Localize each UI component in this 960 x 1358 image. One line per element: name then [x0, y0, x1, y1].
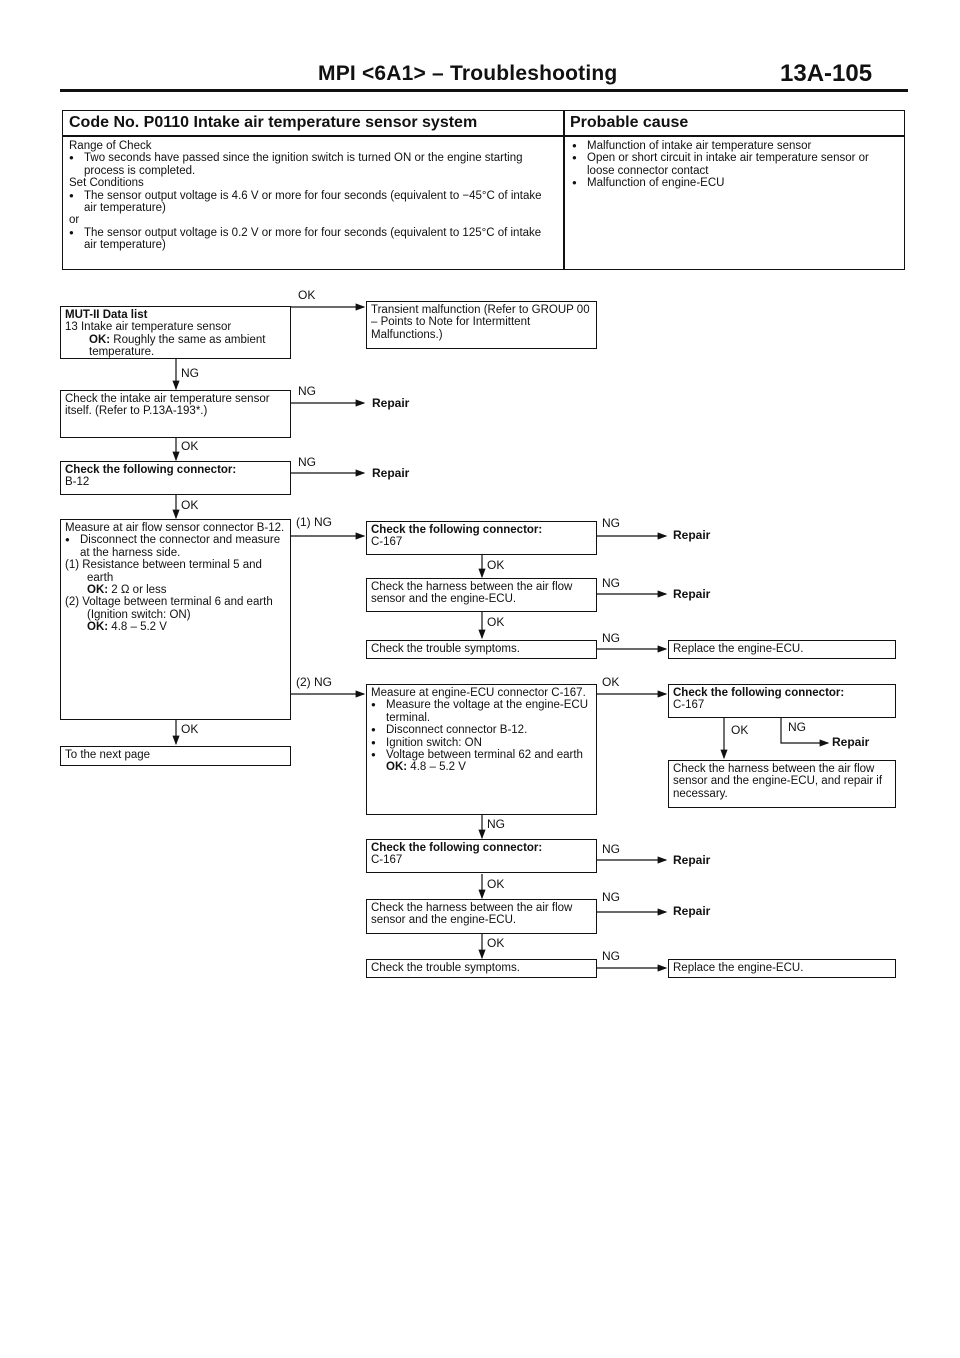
ng-label: NG — [298, 455, 316, 469]
repair-label: Repair — [372, 396, 410, 410]
ecu-measure-bullet: ● Ignition switch: ON — [371, 737, 592, 749]
replace-ecu-text: Replace the engine-ECU. — [673, 643, 804, 655]
mut-item: 13 Intake air temperature sensor — [65, 321, 232, 334]
set-condition-1: ● The sensor output voltage is 4.6 V or more for four seconds (equivalent to −45°C of intake air temperature) — [69, 190, 557, 215]
ok-label: OK: — [87, 621, 109, 634]
mut-ok-text: Roughly the same as ambient temperature. — [89, 333, 266, 359]
repair-label: Repair — [832, 735, 870, 749]
mut-data-list-box — [60, 306, 291, 359]
ok-label: OK — [487, 615, 505, 629]
cause-item: ● Open or short circuit in intake air temperature sensor or loose connector contact — [572, 152, 892, 177]
connector-id: C-167 — [371, 854, 403, 867]
connector-c167-box-3 — [668, 684, 896, 718]
connector-c167-box-2 — [366, 839, 597, 873]
repair-label: Repair — [673, 587, 711, 601]
next-page-box — [60, 746, 291, 766]
ok-label: OK: — [89, 333, 111, 346]
repair-label: Repair — [673, 853, 711, 867]
ng1-label: (1) NG — [296, 515, 332, 529]
set-label: Set Conditions — [69, 177, 144, 190]
trouble-symptoms-text: Check the trouble symptoms. — [371, 643, 520, 655]
next-page-text: To the next page — [65, 749, 151, 761]
or-label: or — [69, 214, 80, 227]
page-section-title: MPI <6A1> – Troubleshooting — [318, 62, 618, 85]
ng-label: NG — [298, 384, 316, 398]
cause-item: ● Malfunction of engine-ECU — [572, 177, 892, 189]
code-title: Code No. P0110 Intake air temperature sensor system — [69, 114, 478, 131]
ok-value: 2 Ω or less — [111, 584, 167, 597]
ecu-measure-bullet: ● Measure the voltage at the engine-ECU terminal. — [371, 699, 592, 724]
transient-text: Transient malfunction (Refer to GROUP 00 – Points to Note for Intermittent Malfunctions.) — [371, 304, 590, 341]
ecu-measure-ok — [371, 761, 592, 773]
ecu-measure-box — [366, 684, 597, 815]
measure-ok-1 — [65, 584, 286, 596]
measure-resistance: (1) Resistance between terminal 5 and earth — [65, 559, 262, 584]
ok-value: 4.8 – 5.2 V — [410, 761, 466, 774]
measure-voltage: (2) Voltage between terminal 6 and earth — [65, 596, 273, 609]
connector-check-title: Check the following connector: — [371, 524, 543, 536]
measure-title: Measure at air flow sensor connector B-12. — [65, 522, 285, 534]
connector-check-title: Check the following connector: — [371, 842, 543, 854]
connector-check-title: Check the following connector: — [65, 464, 237, 476]
ok-label: OK — [181, 498, 199, 512]
ng-label: NG — [602, 631, 620, 645]
harness-check-text: Check the harness between the air flow sensor and the engine-ECU. — [371, 581, 573, 606]
replace-ecu-text: Replace the engine-ECU. — [673, 962, 804, 974]
measure-bullet: ● Disconnect the connector and measure at the harness side. — [65, 534, 286, 559]
ok-label: OK — [298, 288, 316, 302]
connector-b12-box — [60, 461, 291, 495]
replace-ecu-box — [668, 640, 896, 659]
range-label: Range of Check — [69, 140, 152, 152]
ok-label: OK: — [87, 584, 109, 597]
transient-box — [366, 301, 597, 349]
sensor-check-text: Check the intake air temperature sensor itself. (Refer to P.13A-193*.) — [65, 393, 270, 418]
harness-check-text: Check the harness between the air flow sensor and the engine-ECU. — [371, 902, 573, 927]
trouble-symptoms-box-2 — [366, 959, 597, 978]
ok-label: OK — [487, 558, 505, 572]
cause-item: ● Malfunction of intake air temperature sensor — [572, 140, 892, 152]
ok-value: 4.8 – 5.2 V — [111, 621, 167, 634]
ok-label: OK — [181, 722, 199, 736]
ok-label: OK — [487, 877, 505, 891]
trouble-symptoms-box — [366, 640, 597, 659]
ng-label: NG — [602, 842, 620, 856]
sensor-check-box — [60, 390, 291, 438]
harness-check-box — [366, 578, 597, 612]
ok-label: OK: — [386, 761, 408, 774]
harness-repair-box — [668, 760, 896, 808]
connector-c167-box — [366, 521, 597, 555]
measure-ok-2 — [65, 621, 286, 633]
connector-id: C-167 — [673, 699, 705, 712]
connector-check-title: Check the following connector: — [673, 687, 845, 699]
repair-label: Repair — [673, 528, 711, 542]
ok-label: OK — [487, 936, 505, 950]
harness-check-box-2 — [366, 899, 597, 934]
mut-title: MUT-II Data list — [65, 309, 148, 321]
ng-label: NG — [788, 720, 806, 734]
ng-label: NG — [602, 516, 620, 530]
ok-label: OK — [181, 439, 199, 453]
ng-label: NG — [602, 890, 620, 904]
probable-cause-title: Probable cause — [570, 114, 689, 131]
repair-label: Repair — [673, 904, 711, 918]
ok-label: OK — [602, 675, 620, 689]
ng2-label: (2) NG — [296, 675, 332, 689]
connector-id: B-12 — [65, 476, 90, 489]
ok-label: OK — [731, 723, 749, 737]
ecu-measure-bullet: ● Disconnect connector B-12. — [371, 724, 592, 736]
set-condition-2: ● The sensor output voltage is 0.2 V or more for four seconds (equivalent to 125°C of intake air temperature) — [69, 227, 557, 252]
mut-ok — [65, 334, 286, 359]
ng-label: NG — [602, 576, 620, 590]
ng-label: NG — [487, 817, 505, 831]
repair-label: Repair — [372, 466, 410, 480]
connector-id: C-167 — [371, 536, 403, 549]
range-item: ● Two seconds have passed since the ignition switch is turned ON or the engine starting process is completed. — [69, 152, 557, 177]
ng-label: NG — [602, 949, 620, 963]
ecu-measure-title: Measure at engine-ECU connector C-167. — [371, 687, 586, 699]
trouble-symptoms-text: Check the trouble symptoms. — [371, 962, 520, 974]
replace-ecu-box-2 — [668, 959, 896, 978]
harness-repair-text: Check the harness between the air flow sensor and the engine-ECU, and repair if necessary. — [673, 763, 883, 800]
ecu-measure-bullet: ● Voltage between terminal 62 and earth — [371, 749, 592, 761]
measure-ignition: (Ignition switch: ON) — [87, 608, 191, 621]
air-flow-measure-box — [60, 519, 291, 720]
page-number: 13A-105 — [780, 60, 873, 87]
ng-label: NG — [181, 366, 199, 380]
